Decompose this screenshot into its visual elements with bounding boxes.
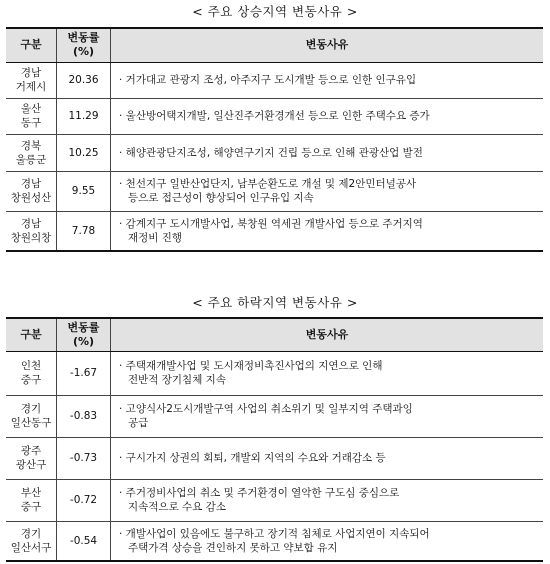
reason-cell: · 개발사업이 있음에도 불구하고 장기적 침체로 사업지연이 지속되어 주택가격 상승을 견인하지 못하고 약보합 유지 xyxy=(111,521,544,561)
table-row xyxy=(6,211,543,251)
table-row xyxy=(6,171,543,211)
header-region: 구분 xyxy=(6,28,57,62)
reason-cell: · 해양관광단지조성, 해양연구기지 건립 등으로 인해 관광산업 발전 xyxy=(111,134,544,171)
header-reason: 변동사유 xyxy=(111,318,544,351)
header-reason: 변동사유 xyxy=(111,28,544,62)
reason-cell: · 주거정비사업의 취소 및 주거환경이 열악한 구도심 중심으로 지속적으로 수요 감소 xyxy=(111,479,544,521)
region-cell: 경남 창원의창 xyxy=(6,211,57,251)
header-rate: 변동률 (%) xyxy=(57,28,111,62)
rise-table xyxy=(6,27,543,252)
header-region: 구분 xyxy=(6,318,57,351)
rate-cell: -1.67 xyxy=(57,351,111,395)
reason-cell: · 고양식사2도시개발구역 사업의 취소위기 및 일부지역 주택과잉 공급 xyxy=(111,395,544,437)
table-row xyxy=(6,521,543,561)
reason-cell: · 구시가지 상권의 회퇴, 개발외 지역의 수요와 거래감소 등 xyxy=(111,437,544,479)
rate-cell: -0.73 xyxy=(57,437,111,479)
region-cell: 광주 광산구 xyxy=(6,437,57,479)
fall-table xyxy=(6,317,543,562)
table-row xyxy=(6,98,543,134)
reason-cell: · 거가대교 관광지 조성, 아주지구 도시개발 등으로 인한 인구유입 xyxy=(111,62,544,98)
table-row xyxy=(6,134,543,171)
header-rate: 변동률 (%) xyxy=(57,318,111,351)
rate-cell: -0.72 xyxy=(57,479,111,521)
reason-cell: · 울산방어택지개발, 일산진주거환경개선 등으로 인한 주택수요 증가 xyxy=(111,98,544,134)
region-cell: 경기 일산동구 xyxy=(6,395,57,437)
rate-cell: 11.29 xyxy=(57,98,111,134)
rate-cell: 7.78 xyxy=(57,211,111,251)
region-cell: 울산 동구 xyxy=(6,98,57,134)
region-cell: 경남 거제시 xyxy=(6,62,57,98)
region-cell: 부산 중구 xyxy=(6,479,57,521)
rate-cell: 20.36 xyxy=(57,62,111,98)
region-cell: 인천 중구 xyxy=(6,351,57,395)
rise-section-title: < 주요 상승지역 변동사유 > xyxy=(192,4,358,19)
region-cell: 경남 창원성산 xyxy=(6,171,57,211)
fall-section-title: < 주요 하락지역 변동사유 > xyxy=(192,295,358,310)
rate-cell: 10.25 xyxy=(57,134,111,171)
table-row xyxy=(6,351,543,395)
table-row xyxy=(6,62,543,98)
reason-cell: · 천선지구 일반산업단지, 남부순환도로 개설 및 제2안민터널공사 등으로 접근성이 향상되어 인구유입 지속 xyxy=(111,171,544,211)
reason-cell: · 감계지구 도시개발사업, 북창원 역세권 개발사업 등으로 주거지역 재정비 진행 xyxy=(111,211,544,251)
region-cell: 경기 일산서구 xyxy=(6,521,57,561)
table-row xyxy=(6,437,543,479)
rate-cell: 9.55 xyxy=(57,171,111,211)
region-cell: 경북 울릉군 xyxy=(6,134,57,171)
table-row xyxy=(6,479,543,521)
rate-cell: -0.83 xyxy=(57,395,111,437)
rate-cell: -0.54 xyxy=(57,521,111,561)
reason-cell: · 주택재개발사업 및 도시재정비촉진사업의 지연으로 인해 전반적 장기침체 지속 xyxy=(111,351,544,395)
table-row xyxy=(6,395,543,437)
